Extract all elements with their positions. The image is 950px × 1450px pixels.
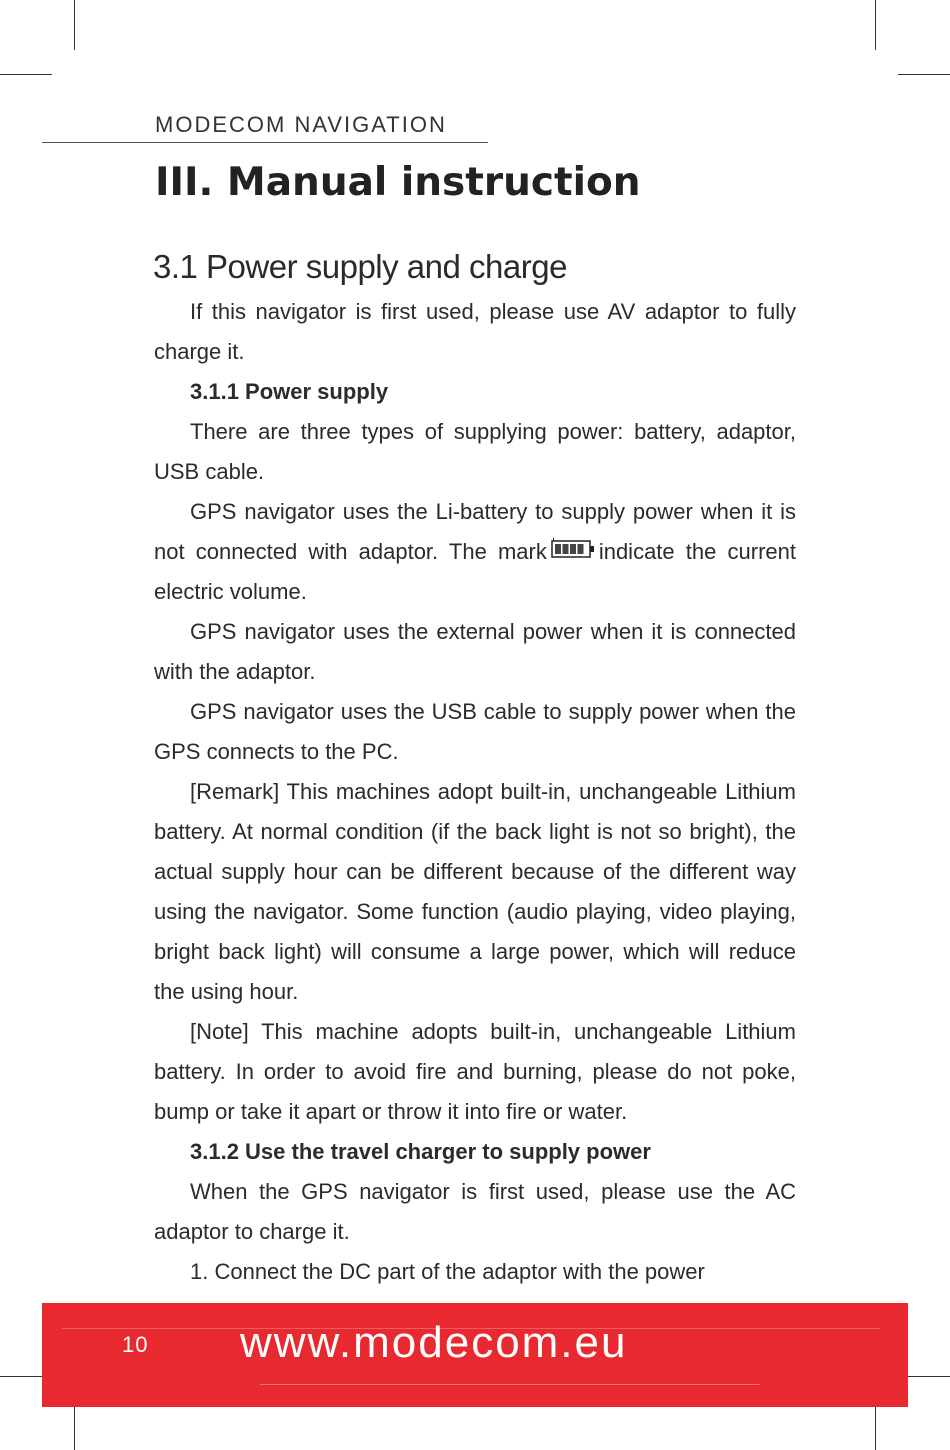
paragraph: GPS navigator uses the USB cable to supply power when the GPS connects to the PC. [154,699,796,764]
note-paragraph: [Note] This machine adopts built-in, unchangeable Lithium battery. In order to avoid fire and burning, please do not poke, bump or take it apart or throw it into fire or water. [154,1019,796,1124]
remark-paragraph: [Remark] This machines adopt built-in, unchangeable Lithium battery. At normal condition (if the back light is not so bright), the actual supply hour can be different because of the different way using the navigator. Some function (audio playing, video playing, bright back light) will consume a large power, which will reduce the using hour. [154,779,796,1004]
body-text [154,292,796,1292]
paragraph: When the GPS navigator is first used, please use the AC adaptor to charge it. [154,1179,796,1244]
crop-mark [74,1400,75,1450]
crop-mark [875,0,876,50]
list-item: 1. Connect the DC part of the adaptor with the power [190,1259,705,1284]
paragraph: There are three types of supplying power: battery, adaptor, USB cable. [154,419,796,484]
subsection-title: 3.1.2 Use the travel charger to supply power [190,1139,651,1164]
crop-mark [875,1400,876,1450]
paragraph: GPS navigator uses the external power when it is connected with the adaptor. [154,619,796,684]
crop-mark [74,0,75,50]
footer-line [260,1384,760,1385]
crop-mark [0,74,52,75]
header-rule [42,142,488,143]
paragraph: If this navigator is first used, please use AV adaptor to fully charge it. [154,299,796,364]
running-header: MODECOM NAVIGATION [155,112,447,137]
subsection-title: 3.1.1 Power supply [190,379,389,404]
footer-url: www.modecom.eu [240,1318,628,1367]
section-title: 3.1 Power supply and charge [153,248,567,285]
chapter-title: III. Manual instruction [155,160,641,205]
paragraph-text: indicate the current electric volume. [154,539,796,604]
paragraph [154,492,796,612]
battery-icon [551,538,595,560]
page-number: 10 [122,1332,149,1357]
paragraph-text: GPS navigator uses the Li-battery to supply power when it is not connected with adaptor. The mark [154,499,796,564]
crop-mark [898,74,950,75]
